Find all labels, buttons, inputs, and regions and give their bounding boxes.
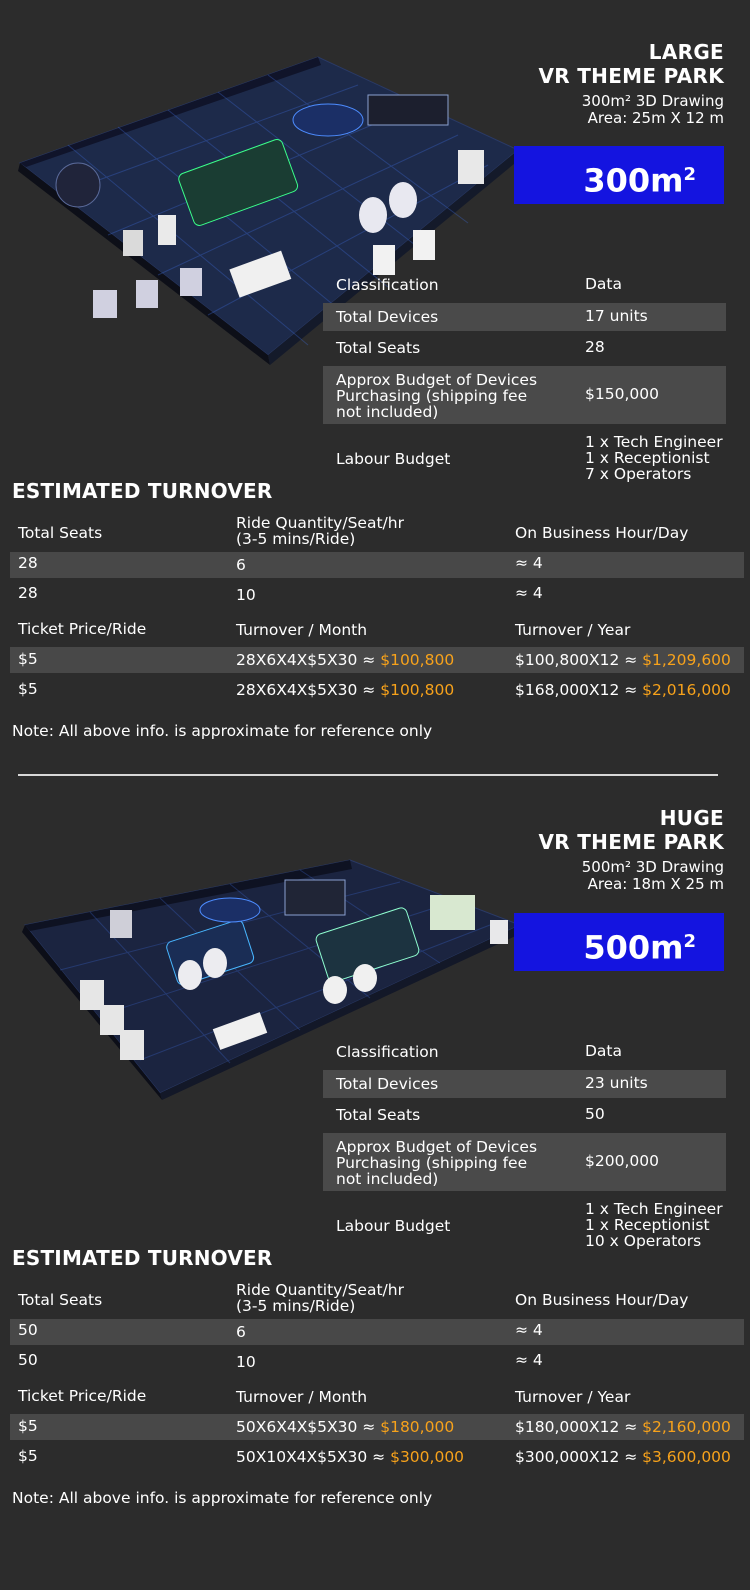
area-badge-unit: 2 <box>683 931 696 952</box>
devices-label: Total Devices <box>336 308 439 326</box>
month-calc: 28X6X4X$5X30 ≈ <box>236 681 381 699</box>
month-value: $300,000 <box>390 1448 465 1466</box>
col-ticket-price: Ticket Price/Ride <box>18 620 147 638</box>
classification-header <box>323 1038 726 1066</box>
year-value: $2,016,000 <box>642 681 731 699</box>
area-label: Area: 18m X 25 m <box>587 875 724 893</box>
price-cell: $5 <box>18 1417 38 1435</box>
hours-cell: ≈ 4 <box>515 554 543 572</box>
budget-value: $150,000 <box>585 385 659 403</box>
price-cell: $5 <box>18 680 38 698</box>
budget-label-line: not included) <box>336 1170 439 1188</box>
price-cell: $5 <box>18 650 38 668</box>
table-row <box>10 1444 744 1470</box>
turnover-header-row <box>10 1281 744 1319</box>
budget-value: $200,000 <box>585 1152 659 1170</box>
month-cell <box>236 681 454 699</box>
area-badge <box>514 146 724 204</box>
classification-row-budget <box>323 366 726 424</box>
col-ride-quantity <box>236 1282 404 1314</box>
rides-cell: 6 <box>236 556 246 574</box>
classification-row-devices <box>323 303 726 331</box>
area-label: Area: 25m X 12 m <box>587 109 724 127</box>
seats-label: Total Seats <box>336 339 421 357</box>
col-turnover-year: Turnover / Year <box>515 621 631 639</box>
seats-cell: 28 <box>18 554 38 572</box>
disclaimer-note: Note: All above info. is approximate for reference only <box>12 1489 433 1507</box>
hours-cell: ≈ 4 <box>515 584 543 602</box>
price-header-row <box>10 1385 744 1411</box>
labour-line: 1 x Tech Engineer <box>585 1200 723 1218</box>
area-badge-unit: 2 <box>683 164 696 185</box>
col-ticket-price: Ticket Price/Ride <box>18 1387 147 1405</box>
classification-header-key: Classification <box>336 1043 439 1061</box>
year-calc: $100,800X12 ≈ <box>515 651 643 669</box>
classification-row-labour <box>323 1195 726 1253</box>
budget-label-line: Purchasing (shipping fee <box>336 1154 528 1172</box>
price-cell: $5 <box>18 1447 38 1465</box>
month-value: $100,800 <box>380 681 455 699</box>
table-row <box>10 552 744 578</box>
labour-line: 10 x Operators <box>585 1232 702 1250</box>
classification-header <box>323 271 726 299</box>
budget-label-line: Approx Budget of Devices <box>336 371 538 389</box>
turnover-title: ESTIMATED TURNOVER <box>12 479 273 503</box>
labour-line: 1 x Tech Engineer <box>585 433 723 451</box>
labour-value <box>585 434 723 482</box>
seats-cell: 28 <box>18 584 38 602</box>
year-value: $3,600,000 <box>642 1448 731 1466</box>
classification-row-seats <box>323 1101 726 1129</box>
classification-row-seats <box>323 334 726 362</box>
seats-cell: 50 <box>18 1351 38 1369</box>
col-total-seats: Total Seats <box>18 1291 103 1309</box>
year-cell <box>515 1448 731 1466</box>
area-badge-value: 300m <box>583 161 684 200</box>
col-ride-quantity-note: (3-5 mins/Ride) <box>236 530 356 548</box>
col-business-hours: On Business Hour/Day <box>515 524 689 542</box>
col-total-seats: Total Seats <box>18 524 103 542</box>
devices-value: 17 units <box>585 307 648 325</box>
month-calc: 50X10X4X$5X30 ≈ <box>236 1448 391 1466</box>
labour-label: Labour Budget <box>336 450 451 468</box>
seats-value: 50 <box>585 1105 605 1123</box>
seats-label: Total Seats <box>336 1106 421 1124</box>
park-type-title: VR THEME PARK <box>538 64 724 88</box>
labour-line: 1 x Receptionist <box>585 1216 710 1234</box>
rides-cell: 6 <box>236 1323 246 1341</box>
col-turnover-month: Turnover / Month <box>236 1388 368 1406</box>
col-ride-quantity <box>236 515 404 547</box>
table-row <box>10 582 744 608</box>
table-row <box>10 1414 744 1440</box>
classification-row-devices <box>323 1070 726 1098</box>
year-value: $1,209,600 <box>642 651 731 669</box>
devices-label: Total Devices <box>336 1075 439 1093</box>
devices-value: 23 units <box>585 1074 648 1092</box>
classification-row-budget <box>323 1133 726 1191</box>
seats-value: 28 <box>585 338 605 356</box>
month-value: $100,800 <box>380 651 455 669</box>
month-cell <box>236 1418 454 1436</box>
budget-label-line: not included) <box>336 403 439 421</box>
price-header-row <box>10 618 744 644</box>
area-badge-value: 500m <box>583 928 684 967</box>
month-calc: 28X6X4X$5X30 ≈ <box>236 651 381 669</box>
rides-cell: 10 <box>236 586 256 604</box>
classification-header-key: Classification <box>336 276 439 294</box>
drawing-label: 300m² 3D Drawing <box>581 92 724 110</box>
turnover-title: ESTIMATED TURNOVER <box>12 1246 273 1270</box>
area-badge <box>514 913 724 971</box>
year-calc: $180,000X12 ≈ <box>515 1418 643 1436</box>
month-calc: 50X6X4X$5X30 ≈ <box>236 1418 381 1436</box>
seats-cell: 50 <box>18 1321 38 1339</box>
col-ride-quantity-note: (3-5 mins/Ride) <box>236 1297 356 1315</box>
classification-header-value: Data <box>585 1042 623 1060</box>
section-divider <box>18 774 718 776</box>
budget-label <box>336 1139 537 1187</box>
rides-cell: 10 <box>236 1353 256 1371</box>
table-row <box>10 1349 744 1375</box>
col-ride-quantity-line: Ride Quantity/Seat/hr <box>236 1281 404 1299</box>
classification-row-labour <box>323 428 726 486</box>
table-row <box>10 1319 744 1345</box>
col-turnover-month: Turnover / Month <box>236 621 368 639</box>
hours-cell: ≈ 4 <box>515 1321 543 1339</box>
park-header <box>538 40 724 127</box>
year-value: $2,160,000 <box>642 1418 731 1436</box>
park-size-title: HUGE <box>659 806 724 830</box>
disclaimer-note: Note: All above info. is approximate for reference only <box>12 722 433 740</box>
labour-line: 7 x Operators <box>585 465 692 483</box>
hours-cell: ≈ 4 <box>515 1351 543 1369</box>
park-size-title: LARGE <box>648 40 724 64</box>
col-turnover-year: Turnover / Year <box>515 1388 631 1406</box>
year-cell <box>515 651 731 669</box>
budget-label-line: Purchasing (shipping fee <box>336 387 528 405</box>
budget-label-line: Approx Budget of Devices <box>336 1138 538 1156</box>
month-cell <box>236 651 454 669</box>
classification-header-value: Data <box>585 275 623 293</box>
year-calc: $168,000X12 ≈ <box>515 681 643 699</box>
table-row <box>10 647 744 673</box>
year-cell <box>515 1418 731 1436</box>
col-business-hours: On Business Hour/Day <box>515 1291 689 1309</box>
turnover-header-row <box>10 514 744 552</box>
year-cell <box>515 681 731 699</box>
table-row <box>10 677 744 703</box>
month-value: $180,000 <box>380 1418 455 1436</box>
labour-line: 1 x Receptionist <box>585 449 710 467</box>
drawing-label: 500m² 3D Drawing <box>581 858 724 876</box>
labour-value <box>585 1201 723 1249</box>
month-cell <box>236 1448 464 1466</box>
budget-label <box>336 372 537 420</box>
col-ride-quantity-line: Ride Quantity/Seat/hr <box>236 514 404 532</box>
park-header <box>538 806 724 893</box>
year-calc: $300,000X12 ≈ <box>515 1448 643 1466</box>
labour-label: Labour Budget <box>336 1217 451 1235</box>
park-type-title: VR THEME PARK <box>538 830 724 854</box>
